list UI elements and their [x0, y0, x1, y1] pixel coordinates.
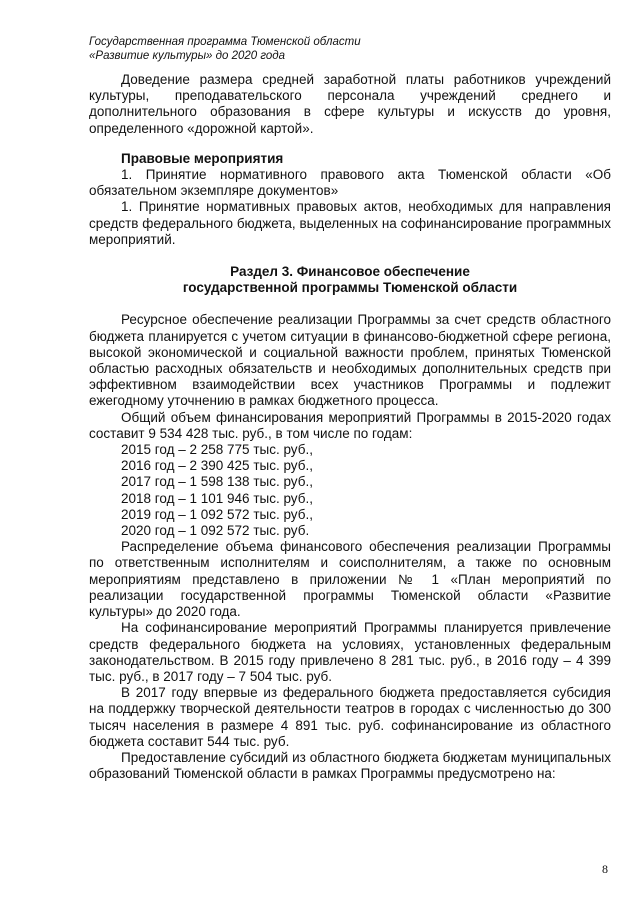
year-item-2020: 2020 год – 1 092 572 тыс. руб. — [121, 523, 310, 539]
year-item-2015: 2015 год – 2 258 775 тыс. руб., — [121, 442, 313, 458]
paragraph-theatre-subsidy: В 2017 году впервые из федерального бюджета предоставляется субсидия на поддержку творческой деятельности театров в городах с численностью до 300 тысяч населения в размере 4 891 тыс. руб. софинансирование из областного бюджета составит 544 тыс. руб. — [89, 685, 611, 749]
legal-item-2: 1. Принятие нормативных правовых актов, необходимых для направления средств федерального бюджета, выделенных на софинансирование программных мероприятий. — [89, 199, 611, 247]
paragraph-distribution: Распределение объема финансового обеспечения реализации Программы по ответственным исполнителям и соисполнителям, а также по основным мероприятиям представлено в приложении № 1 «План мероприятий по реализации государственной программы Тюменской области «Развитие культуры» до 2020 года. — [89, 539, 611, 620]
yearly-funding-list — [89, 442, 611, 539]
year-item-2017: 2017 год – 1 598 138 тыс. руб., — [121, 474, 313, 490]
legal-item-1: 1. Принятие нормативного правового акта Тюменской области «Об обязательном экземпляре документов» — [89, 167, 611, 199]
paragraph-cofinancing: На софинансирование мероприятий Программы планируется привлечение средств федерального бюджета на условиях, установленных федеральным законодательством. В 2015 году привлечено 8 281 тыс. руб., в 2016 году – 4 399 тыс. руб., в 2017 году – 7 504 тыс. руб. — [89, 620, 611, 684]
intro-paragraph: Доведение размера средней заработной платы работников учреждений культуры, преподавательского персонала учреждений среднего и дополнительного образования в сфере культуры и искусств до уровня, определенного «дорожной картой». — [89, 72, 611, 136]
section-title-line-2: государственной программы Тюменской области — [182, 280, 518, 296]
header-line-2: «Развитие культуры» до 2020 года — [89, 50, 286, 62]
page-content — [89, 72, 611, 782]
paragraph-resources: Ресурсное обеспечение реализации Программы за счет средств областного бюджета планируется с учетом ситуации в финансово-бюджетной сфере региона, высокой экономической и социальной важности проблем, принятых Тюменской областью расходных обязательств и необходимых дополнительных средств при эффективном взаимодействии всех участников Программы и подлежит ежегодному уточнению в рамках бюджетного процесса. — [89, 312, 611, 409]
paragraph-total-volume: Общий объем финансирования мероприятий Программы в 2015-2020 годах составит 9 534 428 тыс. руб., в том числе по годам: — [89, 409, 611, 441]
running-header — [89, 35, 361, 63]
legal-measures-heading: Правовые мероприятия — [121, 150, 284, 166]
year-item-2019: 2019 год – 1 092 572 тыс. руб., — [121, 506, 313, 522]
section-3-title — [89, 264, 611, 296]
paragraph-municipal-subsidies: Предоставление субсидий из областного бюджета бюджетам муниципальных образований Тюменской области в рамках Программы предусмотрено на: — [89, 749, 611, 782]
page-number: 8 — [602, 862, 608, 876]
header-line-1: Государственная программа Тюменской области — [89, 36, 361, 48]
year-item-2018: 2018 год – 1 101 946 тыс. руб., — [121, 490, 313, 506]
year-item-2016: 2016 год – 2 390 425 тыс. руб., — [121, 458, 313, 474]
section-title-line-1: Раздел 3. Финансовое обеспечение — [230, 264, 470, 280]
